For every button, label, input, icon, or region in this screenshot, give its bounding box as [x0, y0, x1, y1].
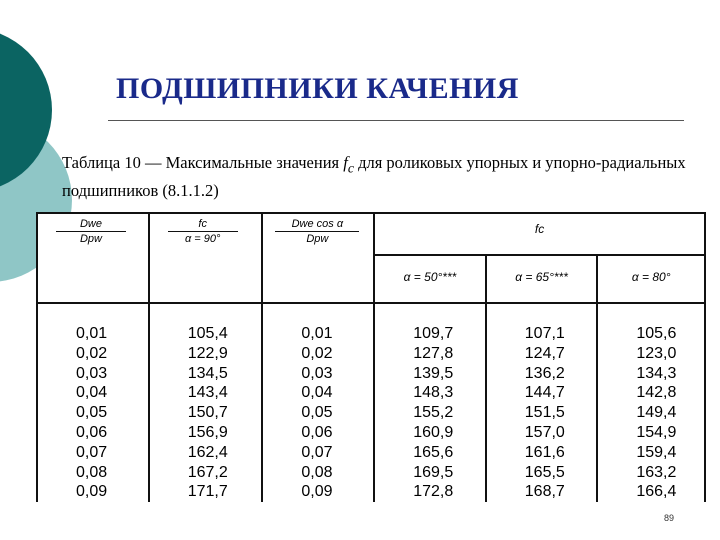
table-cell: 134,5 [187, 364, 228, 382]
table-cell: 0,08 [301, 463, 333, 481]
caption-text-2: для роликовых упорных и упорно-радиальных подшипников (8.1.1.2) [62, 153, 686, 201]
table-cell: 0,02 [76, 344, 108, 362]
header-alpha-50: α = 50°*** [374, 255, 486, 303]
table-cell: 0,07 [301, 443, 333, 461]
column-dwe-cos [262, 322, 374, 502]
header-fc-group: fc [374, 213, 705, 255]
table-cell: 143,4 [187, 384, 228, 402]
table-cell: 0,09 [301, 483, 333, 501]
table-cell: 0,05 [76, 404, 108, 422]
caption-text-1: Таблица 10 — Максимальные значения [62, 153, 344, 172]
table-cell: 0,07 [76, 443, 108, 461]
table-cell: 160,9 [413, 423, 454, 441]
table-cell: 109,7 [413, 325, 454, 342]
table-cell: 124,7 [524, 344, 565, 362]
table-cell: 165,6 [413, 443, 454, 461]
header-col3: Dwe cos α Dpw [262, 213, 374, 303]
table-cell: 0,06 [76, 423, 108, 441]
table-cell: 149,4 [636, 404, 677, 422]
table-cell: 0,03 [301, 364, 333, 382]
title-underline [108, 120, 684, 121]
table-cell: 127,8 [413, 344, 454, 362]
table-cell: 0,01 [76, 325, 108, 342]
table-cell: 105,6 [636, 325, 677, 342]
column-fc-50 [374, 322, 486, 502]
table-cell: 168,7 [524, 483, 565, 501]
column-dwe-dpw [37, 322, 149, 502]
table-cell: 144,7 [524, 384, 565, 402]
header-alpha-80: α = 80° [597, 255, 705, 303]
table-cell: 151,5 [524, 404, 565, 422]
table-cell: 134,3 [636, 364, 677, 382]
table-cell: 107,1 [524, 325, 565, 342]
header-col2: fc α = 90° [149, 213, 263, 303]
table-cell: 148,3 [413, 384, 454, 402]
header-alpha-65: α = 65°*** [486, 255, 598, 303]
column-fc-80 [597, 322, 705, 502]
scanned-table [36, 212, 708, 512]
table-cell: 0,05 [301, 404, 333, 422]
table-body [37, 322, 705, 502]
table-cell: 142,8 [636, 384, 677, 402]
table-cell: 0,09 [76, 483, 108, 501]
bearing-table [36, 212, 706, 502]
table-cell: 163,2 [636, 463, 677, 481]
column-fc-65 [486, 322, 598, 502]
table-cell: 165,5 [524, 463, 565, 481]
caption-symbol: $f_c$ [343, 153, 354, 176]
table-cell: 0,02 [301, 344, 333, 362]
table-cell: 157,0 [524, 423, 565, 441]
table-cell: 155,2 [413, 404, 454, 422]
table-cell: 0,04 [301, 384, 333, 402]
table-cell: 0,04 [76, 384, 108, 402]
header-col1: Dwe Dpw [37, 213, 149, 303]
table-caption [62, 151, 702, 202]
table-cell: 162,4 [187, 443, 228, 461]
table-cell: 136,2 [524, 364, 565, 382]
table-cell: 150,7 [187, 404, 228, 422]
table-cell: 169,5 [413, 463, 454, 481]
table-cell: 0,03 [76, 364, 108, 382]
table-cell: 167,2 [187, 463, 228, 481]
table-cell: 166,4 [636, 483, 677, 501]
table-cell: 171,7 [187, 483, 228, 501]
table-cell: 161,6 [524, 443, 565, 461]
table-cell: 0,08 [76, 463, 108, 481]
table-cell: 0,01 [301, 325, 333, 342]
table-cell: 105,4 [187, 325, 228, 342]
column-fc-90 [149, 322, 263, 502]
table-cell: 172,8 [413, 483, 454, 501]
page-number: 89 [664, 513, 675, 523]
table-cell: 154,9 [636, 423, 677, 441]
table-cell: 123,0 [636, 344, 677, 362]
table-cell: 0,06 [301, 423, 333, 441]
slide-title: ПОДШИПНИКИ КАЧЕНИЯ [116, 72, 519, 105]
table-cell: 156,9 [187, 423, 228, 441]
table-cell: 139,5 [413, 364, 454, 382]
table-cell: 159,4 [636, 443, 677, 461]
table-cell: 122,9 [187, 344, 228, 362]
